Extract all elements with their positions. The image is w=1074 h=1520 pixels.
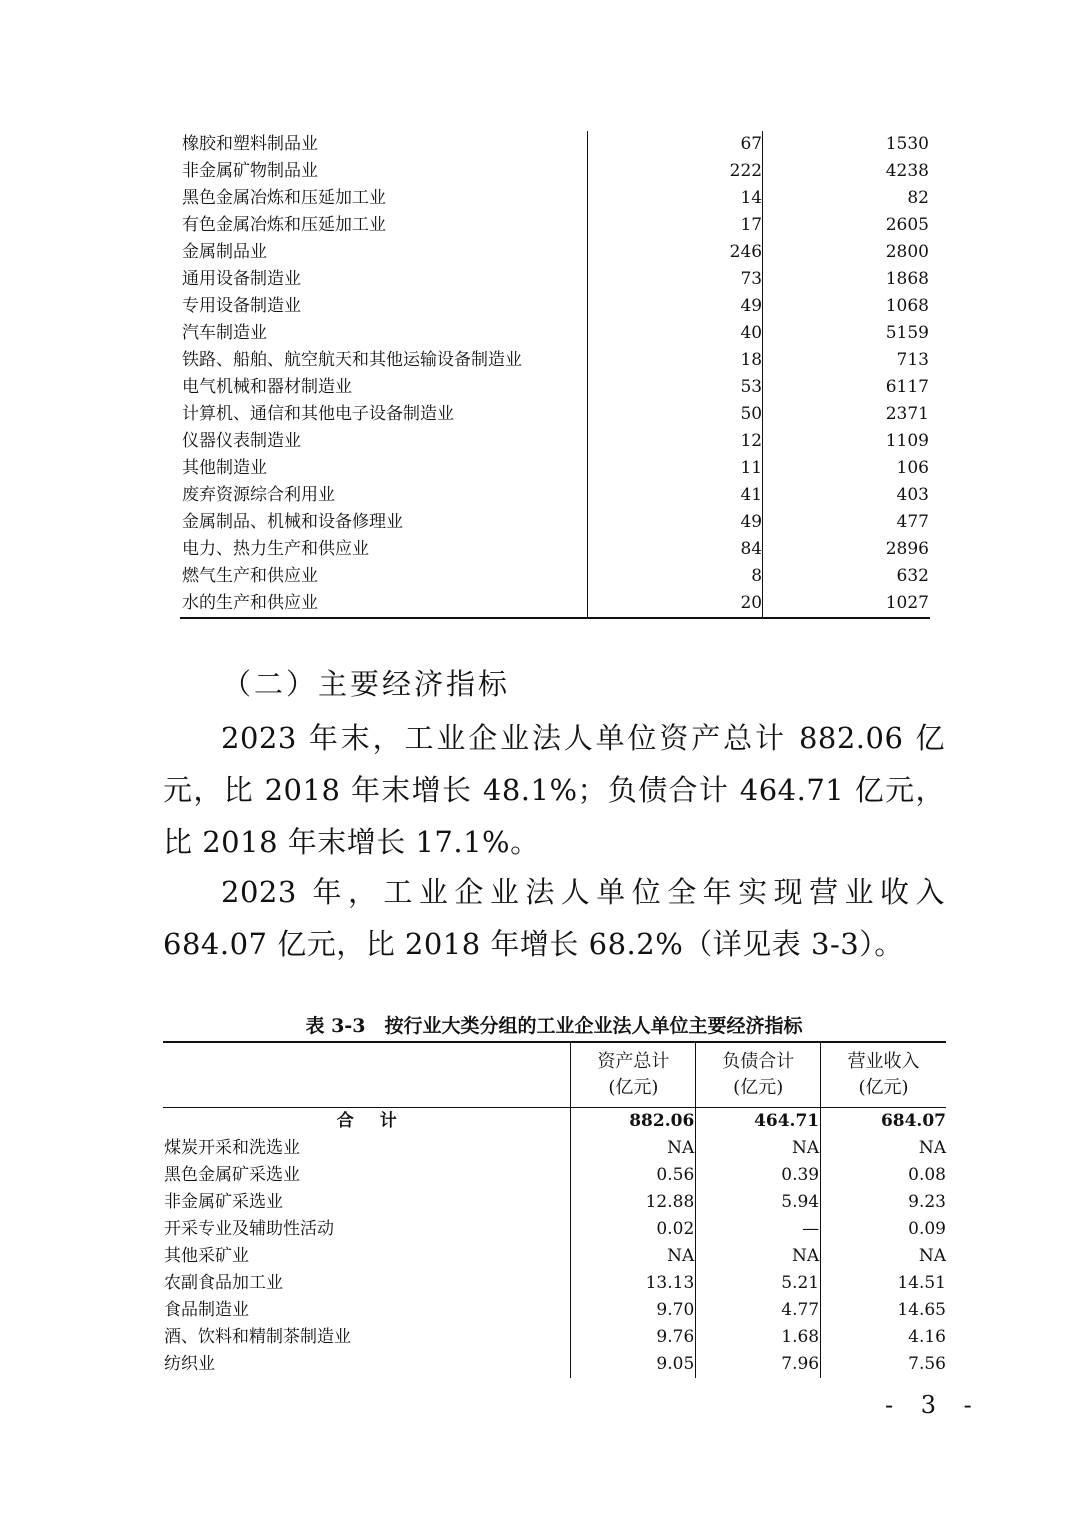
table-row — [163, 1243, 946, 1270]
revenue-value: NA — [821, 1243, 946, 1270]
industry-name: 通用设备制造业 — [182, 269, 301, 289]
second-value: 1868 — [885, 269, 929, 289]
unit-count: 17 — [588, 212, 763, 239]
header-revenue-label: 营业收入 — [847, 1051, 920, 1072]
liabilities-value: 4.77 — [696, 1297, 821, 1324]
unit-count: 40 — [588, 320, 763, 347]
table-row — [180, 455, 930, 482]
header-revenue-unit: (亿元) — [858, 1077, 909, 1098]
table-row — [180, 482, 930, 509]
table-row — [180, 293, 930, 320]
table-row — [163, 1162, 946, 1189]
table-header — [163, 1042, 946, 1108]
revenue-value: 9.23 — [821, 1189, 946, 1216]
revenue-value: 14.51 — [821, 1270, 946, 1297]
revenue-value: 14.65 — [821, 1297, 946, 1324]
industry-name: 黑色金属矿采选业 — [164, 1165, 300, 1185]
total-row — [163, 1108, 946, 1136]
industry-units-table-body — [180, 131, 930, 618]
header-assets-label: 资产总计 — [597, 1051, 670, 1072]
table-row — [180, 563, 930, 590]
assets-value: NA — [571, 1243, 696, 1270]
total-liabilities: 464.71 — [696, 1108, 821, 1136]
header-assets — [571, 1042, 696, 1108]
industry-name: 农副食品加工业 — [164, 1273, 283, 1293]
revenue-value: 7.56 — [821, 1351, 946, 1378]
table-row — [180, 509, 930, 536]
unit-count: 14 — [588, 185, 763, 212]
table-row — [163, 1216, 946, 1243]
industry-name: 燃气生产和供应业 — [182, 566, 318, 586]
industry-name: 其他采矿业 — [164, 1246, 249, 1266]
table-row — [180, 590, 930, 618]
second-value: 1530 — [885, 134, 929, 154]
liabilities-value: NA — [696, 1243, 821, 1270]
second-value: 477 — [896, 512, 929, 532]
table-row — [180, 185, 930, 212]
unit-count: 84 — [588, 536, 763, 563]
second-value: 2896 — [885, 539, 929, 559]
table-row — [180, 131, 930, 158]
industry-name: 电力、热力生产和供应业 — [182, 539, 369, 559]
unit-count: 53 — [588, 374, 763, 401]
table-row — [163, 1189, 946, 1216]
liabilities-value: — — [696, 1216, 821, 1243]
header-assets-unit: (亿元) — [608, 1077, 659, 1098]
table-row — [180, 428, 930, 455]
liabilities-value: 1.68 — [696, 1324, 821, 1351]
unit-count: 222 — [588, 158, 763, 185]
second-value: 106 — [896, 458, 929, 478]
industry-name: 其他制造业 — [182, 458, 267, 478]
table-row — [180, 536, 930, 563]
revenue-value: 4.16 — [821, 1324, 946, 1351]
industry-name: 计算机、通信和其他电子设备制造业 — [182, 404, 454, 424]
industry-name: 开采专业及辅助性活动 — [164, 1219, 334, 1239]
liabilities-value: NA — [696, 1135, 821, 1162]
industry-name: 非金属矿采选业 — [164, 1192, 283, 1212]
table-row — [163, 1324, 946, 1351]
paragraph-assets-liabilities: 2023 年末，工业企业法人单位资产总计 882.06 亿元，比 2018 年末增长 48.1%；负债合计 464.71 亿元，比 2018 年末增长 17.1%。 — [163, 721, 945, 859]
revenue-value: NA — [821, 1135, 946, 1162]
table-row — [163, 1135, 946, 1162]
total-revenue: 684.07 — [821, 1108, 946, 1136]
paragraph-revenue: 2023 年，工业企业法人单位全年实现营业收入 684.07 亿元，比 2018 年增长 68.2%（详见表 3-3）。 — [163, 875, 945, 961]
revenue-value: 0.09 — [821, 1216, 946, 1243]
industry-name: 废弃资源综合利用业 — [182, 485, 335, 505]
table-row — [163, 1297, 946, 1324]
economic-indicators-body — [163, 1108, 946, 1379]
unit-count: 49 — [588, 509, 763, 536]
second-value: 1109 — [885, 431, 929, 451]
unit-count: 49 — [588, 293, 763, 320]
assets-value: 0.02 — [571, 1216, 696, 1243]
unit-count: 246 — [588, 239, 763, 266]
unit-count: 50 — [588, 401, 763, 428]
unit-count: 11 — [588, 455, 763, 482]
unit-count: 18 — [588, 347, 763, 374]
second-value: 1068 — [885, 296, 929, 316]
header-liabilities — [696, 1042, 821, 1108]
industry-name: 黑色金属冶炼和压延加工业 — [182, 188, 386, 208]
revenue-value: 0.08 — [821, 1162, 946, 1189]
industry-name: 非金属矿物制品业 — [182, 161, 318, 181]
table-row — [180, 374, 930, 401]
liabilities-value: 0.39 — [696, 1162, 821, 1189]
table-caption: 表 3-3 按行业大类分组的工业企业法人单位主要经济指标 — [305, 1015, 803, 1037]
liabilities-value: 5.94 — [696, 1189, 821, 1216]
assets-value: 13.13 — [571, 1270, 696, 1297]
unit-count: 73 — [588, 266, 763, 293]
table-row — [180, 212, 930, 239]
second-value: 6117 — [885, 377, 929, 397]
second-value: 632 — [896, 566, 929, 586]
unit-count: 8 — [588, 563, 763, 590]
assets-value: NA — [571, 1135, 696, 1162]
industry-name: 电气机械和器材制造业 — [182, 377, 352, 397]
second-value: 713 — [896, 350, 929, 370]
second-value: 4238 — [885, 161, 929, 181]
industry-name: 水的生产和供应业 — [180, 590, 588, 618]
assets-value: 9.76 — [571, 1324, 696, 1351]
total-label: 合计 — [336, 1111, 423, 1131]
header-revenue — [821, 1042, 946, 1108]
header-blank — [163, 1042, 571, 1108]
industry-name: 仪器仪表制造业 — [182, 431, 301, 451]
table-row — [180, 320, 930, 347]
total-assets: 882.06 — [571, 1108, 696, 1136]
header-row — [163, 1042, 946, 1108]
unit-count: 67 — [588, 131, 763, 158]
liabilities-value: 7.96 — [696, 1351, 821, 1378]
unit-count: 41 — [588, 482, 763, 509]
industry-units-table-continued — [180, 131, 930, 619]
economic-indicators-table — [163, 1041, 946, 1378]
industry-name: 金属制品、机械和设备修理业 — [182, 512, 403, 532]
unit-count: 12 — [588, 428, 763, 455]
section-heading: （二）主要经济指标 — [222, 667, 511, 701]
page-number: - 3 - — [885, 1391, 982, 1419]
industry-name: 橡胶和塑料制品业 — [182, 134, 318, 154]
industry-name: 煤炭开采和洗选业 — [164, 1138, 300, 1158]
liabilities-value: 5.21 — [696, 1270, 821, 1297]
table-row — [180, 347, 930, 374]
industry-name: 金属制品业 — [182, 242, 267, 262]
industry-name: 酒、饮料和精制茶制造业 — [164, 1327, 351, 1347]
second-value: 2605 — [885, 215, 929, 235]
second-value: 403 — [896, 485, 929, 505]
industry-name: 有色金属冶炼和压延加工业 — [182, 215, 386, 235]
second-value: 1027 — [763, 590, 930, 618]
second-value: 82 — [907, 188, 929, 208]
industry-name: 食品制造业 — [164, 1300, 249, 1320]
industry-name: 专用设备制造业 — [182, 296, 301, 316]
assets-value: 12.88 — [571, 1189, 696, 1216]
industry-name: 纺织业 — [164, 1354, 215, 1374]
second-value: 2371 — [885, 404, 929, 424]
header-liabilities-label: 负债合计 — [722, 1051, 795, 1072]
assets-value: 9.70 — [571, 1297, 696, 1324]
assets-value: 0.56 — [571, 1162, 696, 1189]
table-row — [180, 401, 930, 428]
second-value: 5159 — [885, 323, 929, 343]
industry-name: 汽车制造业 — [182, 323, 267, 343]
table-row — [180, 266, 930, 293]
industry-name: 铁路、船舶、航空航天和其他运输设备制造业 — [182, 350, 522, 370]
header-liabilities-unit: (亿元) — [733, 1077, 784, 1098]
table-row — [163, 1270, 946, 1297]
assets-value: 9.05 — [571, 1351, 696, 1378]
table-row — [180, 158, 930, 185]
table-row — [180, 239, 930, 266]
second-value: 2800 — [885, 242, 929, 262]
table-row — [163, 1351, 946, 1378]
unit-count: 20 — [588, 590, 763, 618]
